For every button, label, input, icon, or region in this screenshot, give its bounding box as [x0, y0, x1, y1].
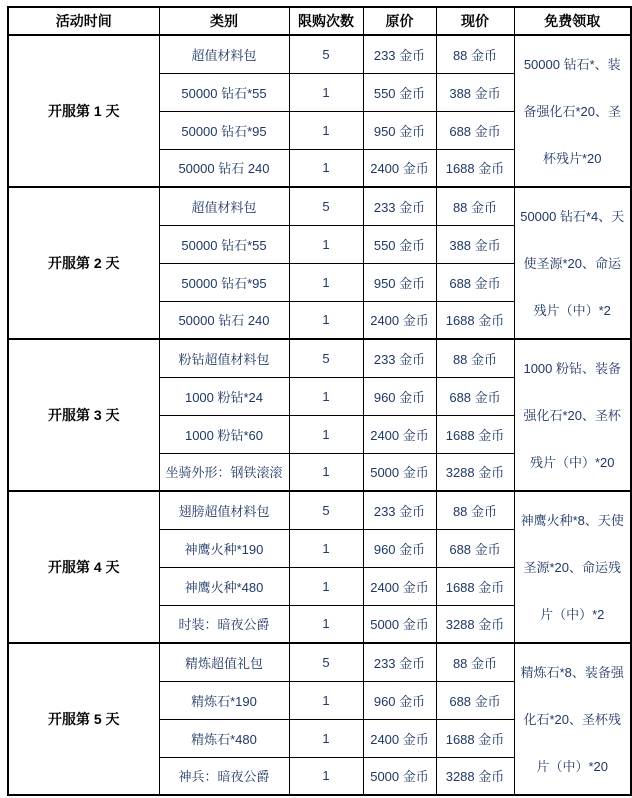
day-block-2 — [8, 187, 631, 339]
item-cell: 超值材料包 — [159, 35, 289, 73]
original-price-cell: 233 金币 — [363, 339, 436, 377]
header-category: 类别 — [159, 7, 289, 35]
header-purchase-limit: 限购次数 — [289, 7, 363, 35]
original-price-cell: 2400 金币 — [363, 149, 436, 187]
original-price-cell: 233 金币 — [363, 643, 436, 681]
original-price-cell: 950 金币 — [363, 263, 436, 301]
item-cell: 1000 粉钻*60 — [159, 415, 289, 453]
free-claim-cell: 精炼石*8、装备强化石*20、圣杯残片（中）*20 — [514, 643, 631, 795]
current-price-cell: 688 金币 — [436, 263, 514, 301]
limit-cell: 1 — [289, 73, 363, 111]
table-row — [8, 339, 631, 377]
original-price-cell: 960 金币 — [363, 377, 436, 415]
day-block-5 — [8, 643, 631, 795]
day-block-1 — [8, 35, 631, 187]
item-cell: 翅膀超值材料包 — [159, 491, 289, 529]
current-price-cell: 388 金币 — [436, 73, 514, 111]
day-block-3 — [8, 339, 631, 491]
original-price-cell: 233 金币 — [363, 491, 436, 529]
limit-cell: 1 — [289, 415, 363, 453]
current-price-cell: 688 金币 — [436, 681, 514, 719]
current-price-cell: 88 金币 — [436, 35, 514, 73]
item-cell: 精炼石*190 — [159, 681, 289, 719]
current-price-cell: 688 金币 — [436, 377, 514, 415]
item-cell: 50000 钻石*95 — [159, 111, 289, 149]
limit-cell: 1 — [289, 111, 363, 149]
current-price-cell: 88 金币 — [436, 187, 514, 225]
current-price-cell: 3288 金币 — [436, 757, 514, 795]
current-price-cell: 88 金币 — [436, 339, 514, 377]
header-original-price: 原价 — [363, 7, 436, 35]
header-row — [8, 7, 631, 35]
limit-cell: 1 — [289, 681, 363, 719]
limit-cell: 5 — [289, 643, 363, 681]
item-cell: 精炼石*480 — [159, 719, 289, 757]
table-row — [8, 35, 631, 73]
event-price-table — [7, 6, 632, 796]
current-price-cell: 1688 金币 — [436, 719, 514, 757]
current-price-cell: 1688 金币 — [436, 149, 514, 187]
item-cell: 精炼超值礼包 — [159, 643, 289, 681]
header-free-claim: 免费领取 — [514, 7, 631, 35]
item-cell: 时装：暗夜公爵 — [159, 605, 289, 643]
limit-cell: 1 — [289, 453, 363, 491]
limit-cell: 1 — [289, 149, 363, 187]
original-price-cell: 960 金币 — [363, 529, 436, 567]
header-current-price: 现价 — [436, 7, 514, 35]
limit-cell: 1 — [289, 529, 363, 567]
limit-cell: 1 — [289, 377, 363, 415]
limit-cell: 1 — [289, 757, 363, 795]
item-cell: 1000 粉钻*24 — [159, 377, 289, 415]
original-price-cell: 233 金币 — [363, 187, 436, 225]
day-label-cell: 开服第 4 天 — [8, 491, 159, 643]
table-row — [8, 643, 631, 681]
day-block-4 — [8, 491, 631, 643]
limit-cell: 5 — [289, 339, 363, 377]
item-cell: 坐骑外形：钢铁滚滚 — [159, 453, 289, 491]
item-cell: 50000 钻石*55 — [159, 73, 289, 111]
limit-cell: 1 — [289, 225, 363, 263]
item-cell: 神鹰火种*480 — [159, 567, 289, 605]
item-cell: 50000 钻石 240 — [159, 301, 289, 339]
original-price-cell: 2400 金币 — [363, 567, 436, 605]
current-price-cell: 688 金币 — [436, 529, 514, 567]
table-row — [8, 491, 631, 529]
original-price-cell: 950 金币 — [363, 111, 436, 149]
limit-cell: 5 — [289, 491, 363, 529]
original-price-cell: 550 金币 — [363, 225, 436, 263]
day-label-cell: 开服第 5 天 — [8, 643, 159, 795]
item-cell: 神兵：暗夜公爵 — [159, 757, 289, 795]
current-price-cell: 3288 金币 — [436, 453, 514, 491]
item-cell: 超值材料包 — [159, 187, 289, 225]
day-label-cell: 开服第 1 天 — [8, 35, 159, 187]
item-cell: 50000 钻石*95 — [159, 263, 289, 301]
original-price-cell: 5000 金币 — [363, 757, 436, 795]
current-price-cell: 88 金币 — [436, 491, 514, 529]
current-price-cell: 688 金币 — [436, 111, 514, 149]
header-activity-time: 活动时间 — [8, 7, 159, 35]
table-header — [8, 7, 631, 35]
original-price-cell: 5000 金币 — [363, 453, 436, 491]
item-cell: 粉钻超值材料包 — [159, 339, 289, 377]
original-price-cell: 2400 金币 — [363, 301, 436, 339]
current-price-cell: 1688 金币 — [436, 415, 514, 453]
limit-cell: 1 — [289, 301, 363, 339]
item-cell: 神鹰火种*190 — [159, 529, 289, 567]
original-price-cell: 550 金币 — [363, 73, 436, 111]
current-price-cell: 88 金币 — [436, 643, 514, 681]
free-claim-cell: 50000 钻石*4、天使圣源*20、命运残片（中）*2 — [514, 187, 631, 339]
limit-cell: 1 — [289, 719, 363, 757]
limit-cell: 1 — [289, 263, 363, 301]
original-price-cell: 2400 金币 — [363, 415, 436, 453]
free-claim-cell: 50000 钻石*、装备强化石*20、圣杯残片*20 — [514, 35, 631, 187]
item-cell: 50000 钻石 240 — [159, 149, 289, 187]
current-price-cell: 1688 金币 — [436, 567, 514, 605]
current-price-cell: 3288 金币 — [436, 605, 514, 643]
original-price-cell: 2400 金币 — [363, 719, 436, 757]
day-label-cell: 开服第 2 天 — [8, 187, 159, 339]
current-price-cell: 1688 金币 — [436, 301, 514, 339]
day-label-cell: 开服第 3 天 — [8, 339, 159, 491]
limit-cell: 1 — [289, 567, 363, 605]
original-price-cell: 960 金币 — [363, 681, 436, 719]
original-price-cell: 5000 金币 — [363, 605, 436, 643]
original-price-cell: 233 金币 — [363, 35, 436, 73]
limit-cell: 5 — [289, 187, 363, 225]
limit-cell: 1 — [289, 605, 363, 643]
item-cell: 50000 钻石*55 — [159, 225, 289, 263]
free-claim-cell: 1000 粉钻、装备强化石*20、圣杯残片（中）*20 — [514, 339, 631, 491]
limit-cell: 5 — [289, 35, 363, 73]
current-price-cell: 388 金币 — [436, 225, 514, 263]
table-row — [8, 187, 631, 225]
free-claim-cell: 神鹰火种*8、天使圣源*20、命运残片（中）*2 — [514, 491, 631, 643]
